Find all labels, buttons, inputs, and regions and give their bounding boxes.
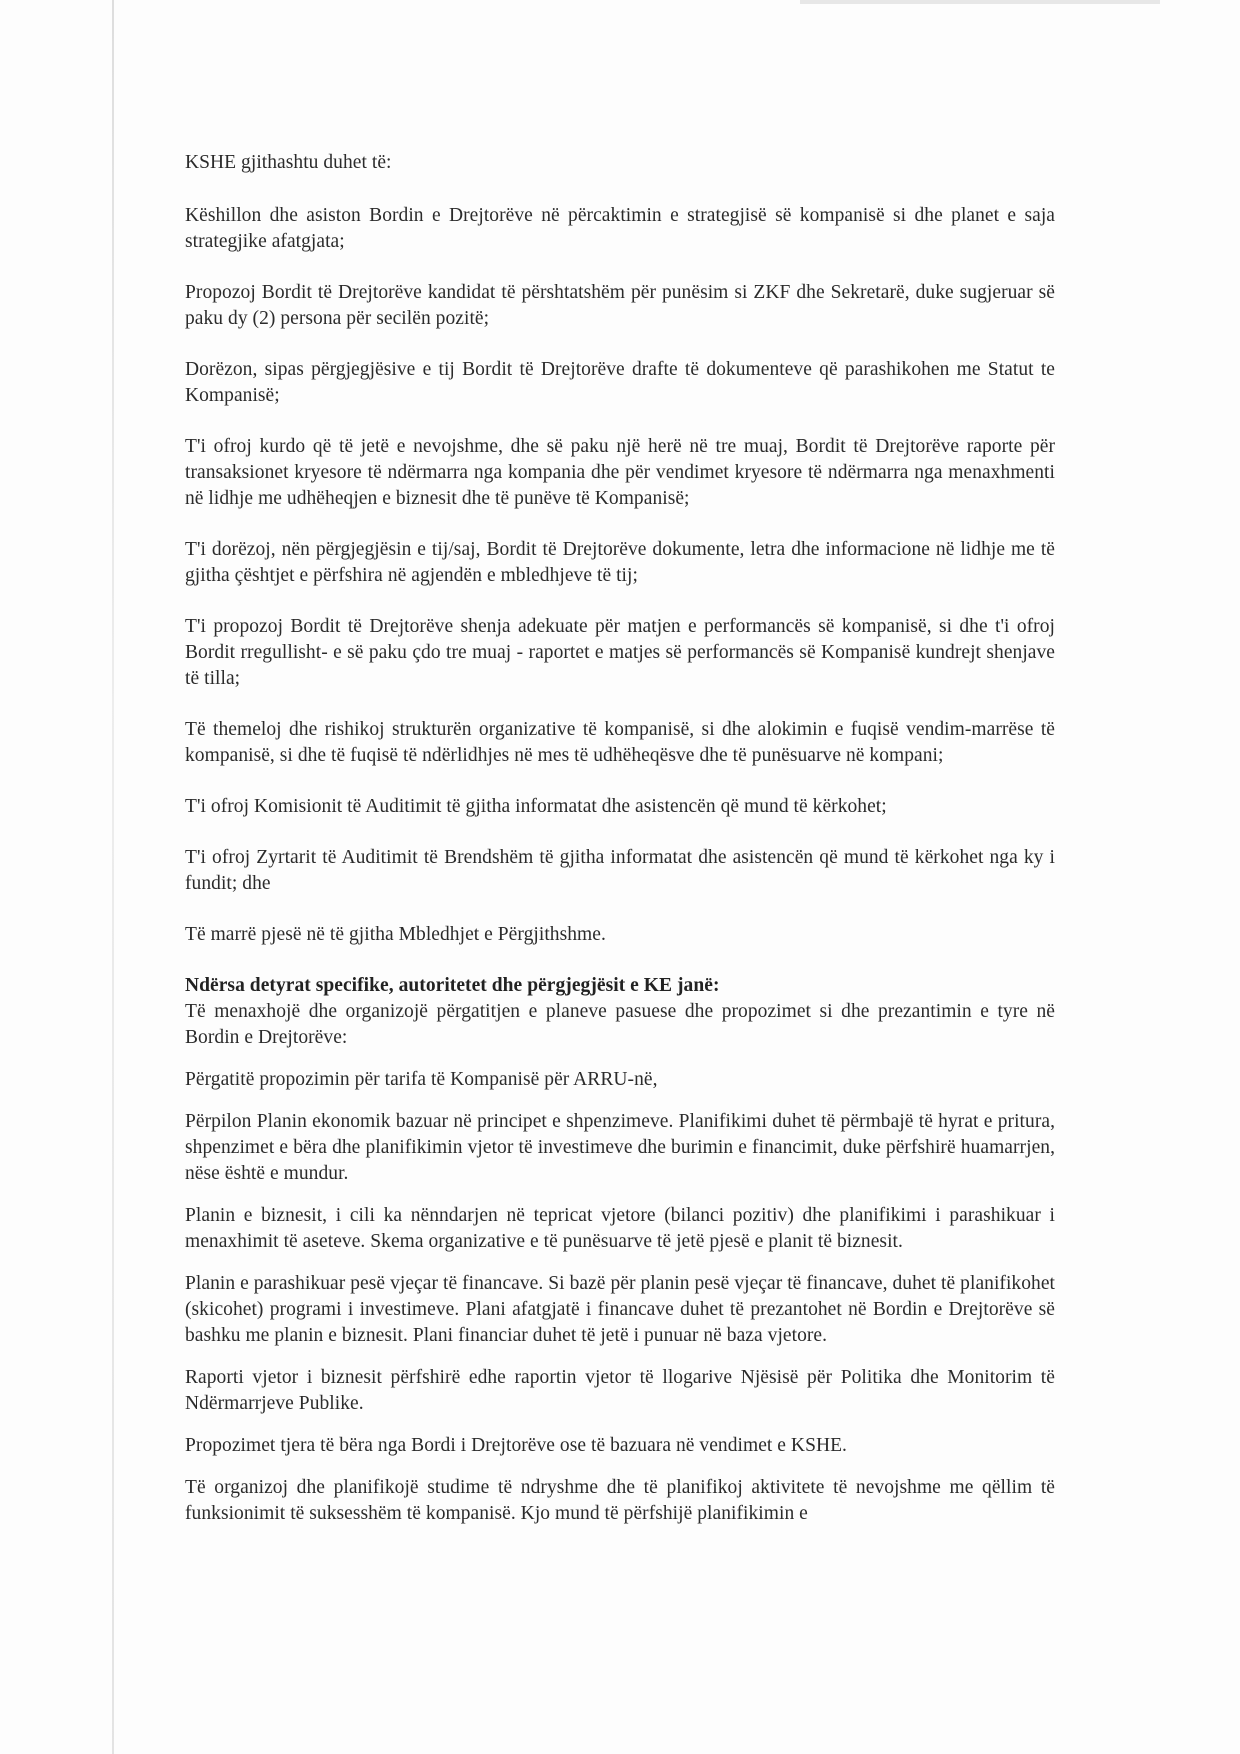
duty-item: T'i ofroj kurdo që të jetë e nevojshme, dhe së paku një herë në tre muaj, Bordit të Drejtorëve raporte për transaksionet kryesore të ndërmarra nga kompania dhe për vendimet kryesore të ndërmarra nga menaxhmenti në lidhje me udhëheqjen e biznesit dhe të punëve të Kompanisë; <box>185 436 1055 509</box>
specific-duty-item: Planin e parashikuar pesë vjeçar të financave. Si bazë për planin pesë vjeçar të financave, duhet të planifikohet (skicohet) programi i investimeve. Plani afatgjatë i financave duhet të prezantohet në Bordin e Drejtorëve së bashku me planin e biznesit. Plani financiar duhet të jetë i punuar në baza vjetore. <box>185 1273 1055 1346</box>
duty-item: Dorëzon, sipas përgjegjësive e tij Bordit të Drejtorëve drafte të dokumenteve që parashikohen me Statut te Kompanisë; <box>185 359 1055 406</box>
intro-line: KSHE gjithashtu duhet të: <box>185 152 392 173</box>
specific-duty-item: Propozimet tjera të bëra nga Bordi i Drejtorëve ose të bazuara në vendimet e KSHE. <box>185 1435 847 1456</box>
specific-duty-item: Përpilon Planin ekonomik bazuar në principet e shpenzimeve. Planifikimi duhet të përmbajë të hyrat e pritura, shpenzimet e bëra dhe planifikimin vjetor të investimeve dhe burimin e financimit, duke përfshirë huamarrjen, nëse është e mundur. <box>185 1111 1055 1184</box>
duty-item: T'i dorëzoj, nën përgjegjësin e tij/saj, Bordit të Drejtorëve dokumente, letra dhe informacione në lidhje me të gjitha çështjet e përfshira në agjendën e mbledhjeve të tij; <box>185 539 1055 586</box>
duty-item: T'i ofroj Komisionit të Auditimit të gjitha informatat dhe asistencën që mund të kërkohet; <box>185 796 887 817</box>
duty-item: T'i propozoj Bordit të Drejtorëve shenja adekuate për matjen e performancës së kompanisë, si dhe t'i ofroj Bordit rregullisht- e së paku çdo tre muaj - raportet e matjes së performancës së Kompanisë kundrejt shenjave të tilla; <box>185 616 1055 689</box>
specific-duty-item: Raporti vjetor i biznesit përfshirë edhe raportin vjetor të llogarive Njësisë për Politika dhe Monitorim të Ndërmarrjeve Publike. <box>185 1367 1055 1414</box>
duty-item: Propozoj Bordit të Drejtorëve kandidat të përshtatshëm për punësim si ZKF dhe Sekretarë, duke sugjeruar së paku dy (2) persona për secilën pozitë; <box>185 282 1055 329</box>
duty-item: T'i ofroj Zyrtarit të Auditimit të Brendshëm të gjitha informatat dhe asistencën që mund të kërkohet nga ky i fundit; dhe <box>185 847 1055 894</box>
scan-top-mark <box>800 0 1160 4</box>
specific-duty-item: Përgatitë propozimin për tarifa të Kompanisë për ARRU-në, <box>185 1069 658 1090</box>
document-body <box>185 150 1055 1527</box>
section-heading: Ndërsa detyrat specifike, autoritetet dhe përgjegjësit e KE janë: <box>185 975 720 996</box>
duty-item: Të marrë pjesë në të gjitha Mbledhjet e Përgjithshme. <box>185 924 606 945</box>
duty-item: Të themeloj dhe rishikoj strukturën organizative të kompanisë, si dhe alokimin e fuqisë vendim-marrëse të kompanisë, si dhe të fuqisë të ndërlidhjes në mes të udhëheqësve dhe të punësuarve në kompani; <box>185 719 1055 766</box>
duty-item: Këshillon dhe asiston Bordin e Drejtorëve në përcaktimin e strategjisë së kompanisë si dhe planet e saja strategjike afatgjata; <box>185 205 1055 252</box>
specific-duty-item: Planin e biznesit, i cili ka nënndarjen në tepricat vjetore (bilanci pozitiv) dhe planifikimi i parashikuar i menaxhimit të aseteve. Skema organizative e të punësuarve të jetë pjesë e planit të biznesit. <box>185 1205 1055 1252</box>
specific-duty-item: Të organizoj dhe planifikojë studime të ndryshme dhe të planifikoj aktivitete të nevojshme me qëllim të funksionimit të suksesshëm të kompanisë. Kjo mund të përfshijë planifikimin e <box>185 1477 1055 1524</box>
scan-edge-shadow <box>112 0 114 1754</box>
specific-duty-item: Të menaxhojë dhe organizojë përgatitjen e planeve pasuese dhe propozimet si dhe prezantimin e tyre në Bordin e Drejtorëve: <box>185 1001 1055 1048</box>
